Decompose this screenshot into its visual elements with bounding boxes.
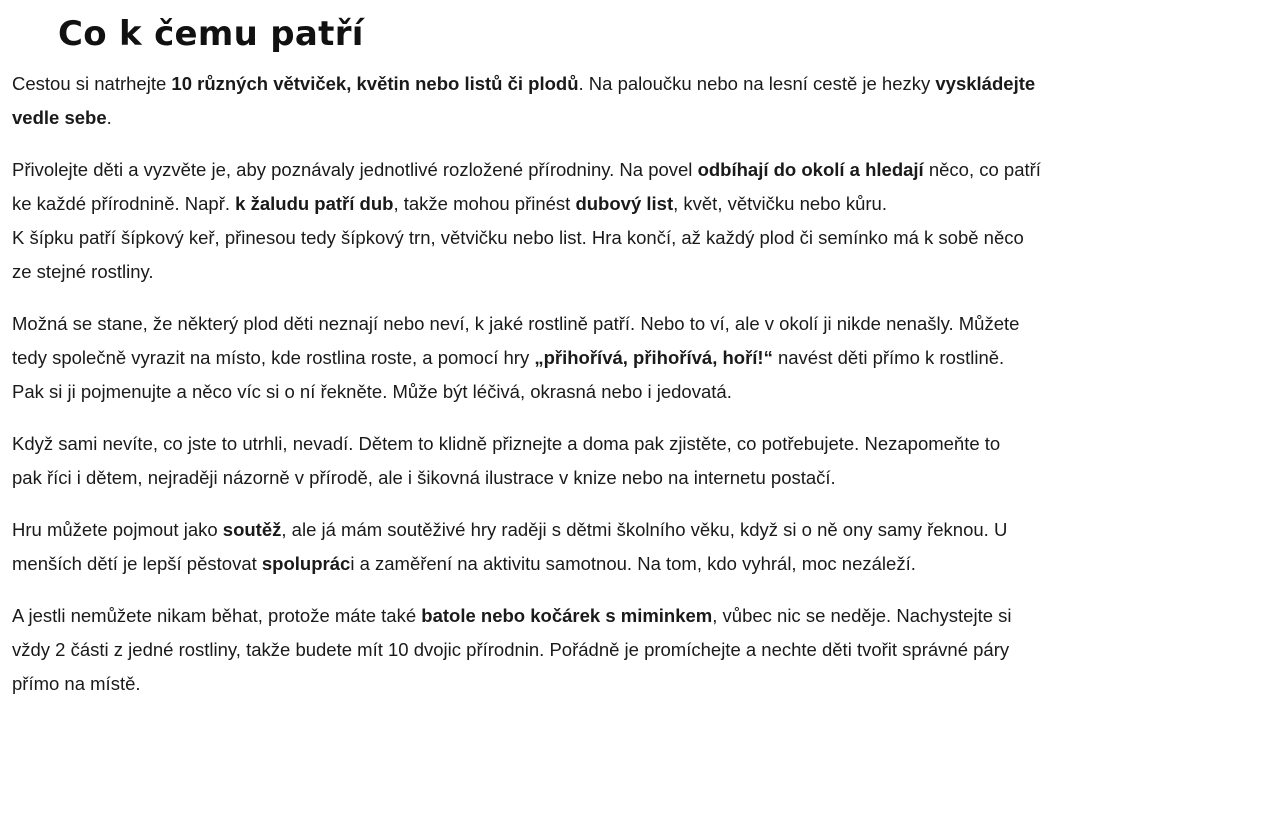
bold-text: vyskládejte (935, 73, 1036, 94)
paragraph-6 (12, 599, 1274, 701)
bold-text: soutěž (222, 519, 282, 540)
text: Hru můžete pojmout jako (12, 519, 223, 540)
paragraph-5-line-2 (12, 547, 1274, 581)
paragraph-2-line-1 (12, 153, 1274, 187)
paragraph-5-line-1 (12, 513, 1274, 547)
text: , takže mohou přinést (393, 193, 576, 214)
bold-text: vedle sebe (12, 107, 107, 128)
paragraph-3-line-3: Pak si ji pojmenujte a něco víc si o ní řekněte. Může být léčivá, okrasná nebo i jedovatá. (12, 381, 732, 402)
paragraph-3 (12, 307, 1274, 409)
bold-text: batole nebo kočárek s miminkem (421, 605, 713, 626)
paragraph-4-line-1: Když sami nevíte, co jste to utrhli, nevadí. Dětem to klidně přiznejte a doma pak zjistěte, co potřebujete. Nezapomeňte to (12, 433, 1001, 454)
text: Přivolejte děti a vyzvěte je, aby poznávaly jednotlivé rozložené přírodniny. Na povel (12, 159, 698, 180)
paragraph-3-line-2 (12, 341, 1274, 375)
paragraph-2-line-4: ze stejné rostliny. (12, 261, 154, 282)
paragraph-2-line-3: K šípku patří šípkový keř, přinesou tedy šípkový trn, větvičku nebo list. Hra končí, až každý plod či semínko má k sobě něco (12, 227, 1024, 248)
text: . (106, 107, 112, 128)
text: , ale já mám soutěživé hry raději s dětmi školního věku, když si o ně ony samy řeknou. U (281, 519, 1008, 540)
text: tedy společně vyrazit na místo, kde rostlina roste, a pomocí hry (12, 347, 535, 368)
paragraph-1-line-1 (12, 67, 1274, 101)
paragraph-5 (12, 513, 1274, 581)
text: . Na paloučku nebo na lesní cestě je hezky (578, 73, 936, 94)
paragraph-2 (12, 153, 1274, 289)
paragraph-4 (12, 427, 1274, 495)
paragraph-6-line-1 (12, 599, 1274, 633)
text: Cestou si natrhejte (12, 73, 172, 94)
paragraph-6-line-2: vždy 2 části z jedné rostliny, takže budete mít 10 dvojic přírodnin. Pořádně je promíchejte a nechte děti tvořit správné páry (12, 639, 1010, 660)
text: navést děti přímo k rostlině. (772, 347, 1005, 368)
paragraph-1-line-2 (12, 101, 1274, 135)
bold-text: k žaludu patří dub (235, 193, 394, 214)
text: , vůbec nic se neděje. Nachystejte si (712, 605, 1012, 626)
bold-text: dubový list (575, 193, 674, 214)
paragraph-3-line-1: Možná se stane, že některý plod děti neznají nebo neví, k jaké rostlině patří. Nebo to ví, ale v okolí ji nikde nenašly. Můžete (12, 313, 1020, 334)
paragraph-6-line-3: přímo na místě. (12, 673, 141, 694)
paragraph-4-line-2: pak říci i dětem, nejraději názorně v přírodě, ale i šikovná ilustrace v knize nebo na internetu postačí. (12, 467, 836, 488)
text: i a zaměření na aktivitu samotnou. Na tom, kdo vyhrál, moc nezáleží. (350, 553, 916, 574)
article-title: Co k čemu patří (58, 14, 364, 54)
paragraph-1 (12, 67, 1274, 135)
text: menších dětí je lepší pěstovat (12, 553, 262, 574)
bold-text: odbíhají do okolí a hledají (697, 159, 924, 180)
paragraph-2-line-2 (12, 187, 1274, 221)
text: , květ, větvičku nebo kůru. (673, 193, 887, 214)
article (12, 0, 1274, 701)
bold-text: 10 různých větviček, květin nebo listů či plodů (171, 73, 579, 94)
bold-text: spoluprác (261, 553, 351, 574)
bold-text: „přihořívá, přihořívá, hoří!“ (534, 347, 773, 368)
text: něco, co patří (923, 159, 1041, 180)
text: A jestli nemůžete nikam běhat, protože máte také (12, 605, 422, 626)
text: ke každé přírodnině. Např. (12, 193, 236, 214)
